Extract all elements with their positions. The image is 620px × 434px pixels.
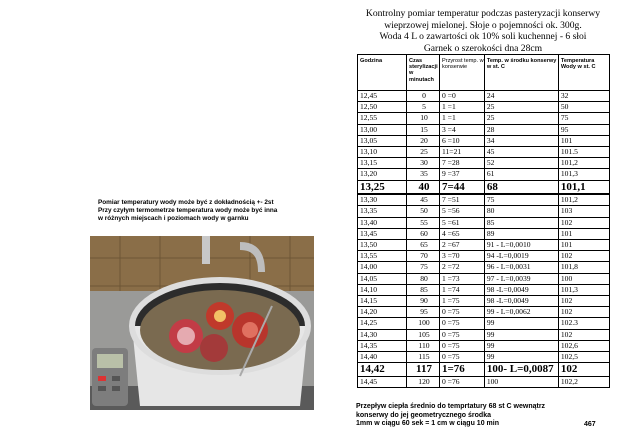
table-cell: 28 xyxy=(484,124,558,135)
document-title xyxy=(352,8,614,54)
table-row xyxy=(358,307,610,318)
table-cell: 5 =56 xyxy=(439,206,484,217)
table-cell: 12,50 xyxy=(358,102,407,113)
note-line: Przy czyłym termometrze temperatura wody może być inna xyxy=(98,207,278,215)
table-row xyxy=(358,251,610,262)
table-cell: 101 xyxy=(558,239,609,250)
table-cell: 14,30 xyxy=(358,329,407,340)
table-cell: 7 =28 xyxy=(439,158,484,169)
table-cell: 102 xyxy=(558,295,609,306)
table-cell: 14,40 xyxy=(358,351,407,362)
table-body xyxy=(358,91,610,388)
heat-flow-note xyxy=(356,403,606,429)
table-row xyxy=(358,102,610,113)
table-cell: 102,5 xyxy=(558,351,609,362)
table-cell: 100- L=0,0087 xyxy=(484,363,558,377)
table-cell: 102 xyxy=(558,217,609,228)
table-cell: 0 xyxy=(407,91,440,102)
table-cell: 89 xyxy=(484,228,558,239)
table-row xyxy=(358,135,610,146)
table-cell: 25 xyxy=(484,113,558,124)
table-cell: 105 xyxy=(407,329,440,340)
table-cell: 0 =76 xyxy=(439,376,484,387)
table-row xyxy=(358,228,610,239)
table-cell: 3 =70 xyxy=(439,251,484,262)
table-cell: 25 xyxy=(484,102,558,113)
table-cell: 98 -L=0,0049 xyxy=(484,295,558,306)
table-cell: 14,15 xyxy=(358,295,407,306)
table-cell: 80 xyxy=(484,206,558,217)
note-line: Przepływ ciepła średnio do temprtatury 68 st C wewnątrz xyxy=(356,403,546,410)
table-cell: 100 xyxy=(484,376,558,387)
table-cell: 75 xyxy=(407,262,440,273)
title-line: Woda 4 L o zawartości ok 10% soli kuchennej - 6 słoi xyxy=(379,31,587,43)
table-cell: 102 xyxy=(558,363,609,377)
header-przyrost: Przyrost temp. w konserwie xyxy=(439,55,484,91)
table-cell: 14,00 xyxy=(358,262,407,273)
table-cell: 110 xyxy=(407,340,440,351)
table-cell: 101,3 xyxy=(558,169,609,180)
table-cell: 0 =75 xyxy=(439,307,484,318)
table-cell: 7 =51 xyxy=(439,194,484,206)
table-row xyxy=(358,158,610,169)
table-cell: 60 xyxy=(407,228,440,239)
table-cell: 5 xyxy=(407,102,440,113)
pot-photo-illustration xyxy=(90,236,314,410)
table-cell: 2 =67 xyxy=(439,239,484,250)
table-row xyxy=(358,194,610,206)
header-temp-wody: Temperatura Wody w st. C xyxy=(558,55,609,91)
table-cell: 3 =4 xyxy=(439,124,484,135)
table-cell: 10 xyxy=(407,113,440,124)
table-row xyxy=(358,180,610,194)
temperature-table xyxy=(357,54,610,388)
table-cell: 75 xyxy=(484,194,558,206)
table-cell: 61 xyxy=(484,169,558,180)
table-row xyxy=(358,169,610,180)
table-cell: 102 xyxy=(558,251,609,262)
table-cell: 101,1 xyxy=(558,180,609,194)
table-cell: 85 xyxy=(484,217,558,228)
table-cell: 40 xyxy=(407,180,440,194)
table-cell: 91 - L=0,0010 xyxy=(484,239,558,250)
table-cell: 13,15 xyxy=(358,158,407,169)
table-cell: 14,20 xyxy=(358,307,407,318)
table-cell: 102 xyxy=(558,307,609,318)
table-cell: 97 - L=0,0039 xyxy=(484,273,558,284)
table-row xyxy=(358,262,610,273)
table-cell: 101,8 xyxy=(558,262,609,273)
table-cell: 80 xyxy=(407,273,440,284)
table-cell: 99 xyxy=(484,318,558,329)
table-cell: 34 xyxy=(484,135,558,146)
table-cell: 7=44 xyxy=(439,180,484,194)
page-number: 467 xyxy=(584,421,596,428)
title-line: Kontrolny pomiar temperatur podczas pasteryzacji konserwy xyxy=(365,8,601,19)
table-cell: 14,45 xyxy=(358,376,407,387)
table-cell: 6 =10 xyxy=(439,135,484,146)
table-cell: 99 xyxy=(484,329,558,340)
table-cell: 13,40 xyxy=(358,217,407,228)
table-cell: 115 xyxy=(407,351,440,362)
table-cell: 101 xyxy=(558,135,609,146)
table-cell: 2 =72 xyxy=(439,262,484,273)
table-cell: 0 =75 xyxy=(439,318,484,329)
table-row xyxy=(358,273,610,284)
table-cell: 11=21 xyxy=(439,147,484,158)
table-row xyxy=(358,206,610,217)
table-cell: 1=76 xyxy=(439,363,484,377)
table-row xyxy=(358,329,610,340)
table-cell: 102.3 xyxy=(558,318,609,329)
header-godzina: Godzina xyxy=(358,55,407,91)
table-cell: 1 =1 xyxy=(439,113,484,124)
table-cell: 14,05 xyxy=(358,273,407,284)
note-line: konserwy do jej geometrycznego środka xyxy=(356,411,491,419)
table-cell: 94 -L=0,0019 xyxy=(484,251,558,262)
table-cell: 13,10 xyxy=(358,147,407,158)
table-cell: 65 xyxy=(407,239,440,250)
table-row xyxy=(358,124,610,135)
table-cell: 12,45 xyxy=(358,91,407,102)
table-header-row xyxy=(358,55,610,91)
table-cell: 100 xyxy=(558,273,609,284)
table-cell: 45 xyxy=(484,147,558,158)
table-cell: 5 =61 xyxy=(439,217,484,228)
table-cell: 101.5 xyxy=(558,147,609,158)
table-cell: 4 =65 xyxy=(439,228,484,239)
table-cell: 13,20 xyxy=(358,169,407,180)
table-row xyxy=(358,147,610,158)
table-cell: 95 xyxy=(407,307,440,318)
table-cell: 90 xyxy=(407,295,440,306)
table-cell: 102 xyxy=(558,329,609,340)
table-cell: 0 =75 xyxy=(439,329,484,340)
title-line: Garnek o szerokości dna 28cm xyxy=(423,42,543,54)
table-cell: 13,35 xyxy=(358,206,407,217)
table-cell: 32 xyxy=(558,91,609,102)
table-row xyxy=(358,295,610,306)
table-row xyxy=(358,284,610,295)
table-cell: 52 xyxy=(484,158,558,169)
table-cell: 99 - L=0,0062 xyxy=(484,307,558,318)
table-cell: 1 =74 xyxy=(439,284,484,295)
table-cell: 13,55 xyxy=(358,251,407,262)
table-row xyxy=(358,239,610,250)
table-cell: 24 xyxy=(484,91,558,102)
table-cell: 95 xyxy=(558,124,609,135)
table-cell: 0 =0 xyxy=(439,91,484,102)
title-line: wieprzowej mielonej. Słoje o pojemności ok. 300g. xyxy=(384,19,582,31)
note-line: Pomiar temperatury wody może być z dokładnością +- 2st xyxy=(98,199,274,206)
table-row xyxy=(358,376,610,387)
measurement-note xyxy=(98,199,318,224)
table-cell: 1 =73 xyxy=(439,273,484,284)
table-cell: 20 xyxy=(407,135,440,146)
table-cell: 1 =75 xyxy=(439,295,484,306)
table-row xyxy=(358,91,610,102)
table-cell: 9 =37 xyxy=(439,169,484,180)
table-cell: 68 xyxy=(484,180,558,194)
table-row xyxy=(358,318,610,329)
table-cell: 101 xyxy=(558,228,609,239)
table-cell: 98 -L=0,0049 xyxy=(484,284,558,295)
table-cell: 14,35 xyxy=(358,340,407,351)
note-line: 1mm w ciągu 60 sek = 1 cm w ciągu 10 min xyxy=(356,420,499,428)
table-cell: 50 xyxy=(407,206,440,217)
table-cell: 35 xyxy=(407,169,440,180)
table-cell: 30 xyxy=(407,158,440,169)
table-cell: 75 xyxy=(558,113,609,124)
table-cell: 12,55 xyxy=(358,113,407,124)
table-row xyxy=(358,351,610,362)
table-cell: 96 - L=0,0031 xyxy=(484,262,558,273)
pot-photo xyxy=(90,236,314,410)
table-cell: 101,3 xyxy=(558,284,609,295)
table-cell: 102,2 xyxy=(558,376,609,387)
table-cell: 14,42 xyxy=(358,363,407,377)
table-cell: 70 xyxy=(407,251,440,262)
table-cell: 55 xyxy=(407,217,440,228)
table-cell: 13,30 xyxy=(358,194,407,206)
table-cell: 15 xyxy=(407,124,440,135)
table-cell: 1 =1 xyxy=(439,102,484,113)
table-cell: 120 xyxy=(407,376,440,387)
table-cell: 85 xyxy=(407,284,440,295)
table-cell: 45 xyxy=(407,194,440,206)
table-cell: 102,6 xyxy=(558,340,609,351)
table-cell: 101,2 xyxy=(558,194,609,206)
table-cell: 13,45 xyxy=(358,228,407,239)
table-cell: 99 xyxy=(484,351,558,362)
table-row xyxy=(358,340,610,351)
table-cell: 14,10 xyxy=(358,284,407,295)
table-cell: 50 xyxy=(558,102,609,113)
table-cell: 0 =75 xyxy=(439,340,484,351)
table-cell: 25 xyxy=(407,147,440,158)
table-row xyxy=(358,113,610,124)
table-cell: 13,50 xyxy=(358,239,407,250)
header-czas: Czas sterylizacji w minutach xyxy=(407,55,440,91)
table-cell: 13,05 xyxy=(358,135,407,146)
table-row xyxy=(358,363,610,377)
table-cell: 117 xyxy=(407,363,440,377)
table-cell: 13,00 xyxy=(358,124,407,135)
table-cell: 103 xyxy=(558,206,609,217)
table-cell: 99 xyxy=(484,340,558,351)
table-cell: 14,25 xyxy=(358,318,407,329)
table-cell: 101,2 xyxy=(558,158,609,169)
table-cell: 100 xyxy=(407,318,440,329)
header-temp-srodek: Temp. w środku konserwy w st. C xyxy=(484,55,558,91)
table-cell: 13,25 xyxy=(358,180,407,194)
table-row xyxy=(358,217,610,228)
table-cell: 0 =75 xyxy=(439,351,484,362)
note-line: w różnych miejscach i poziomach wody w garnku xyxy=(98,215,249,223)
